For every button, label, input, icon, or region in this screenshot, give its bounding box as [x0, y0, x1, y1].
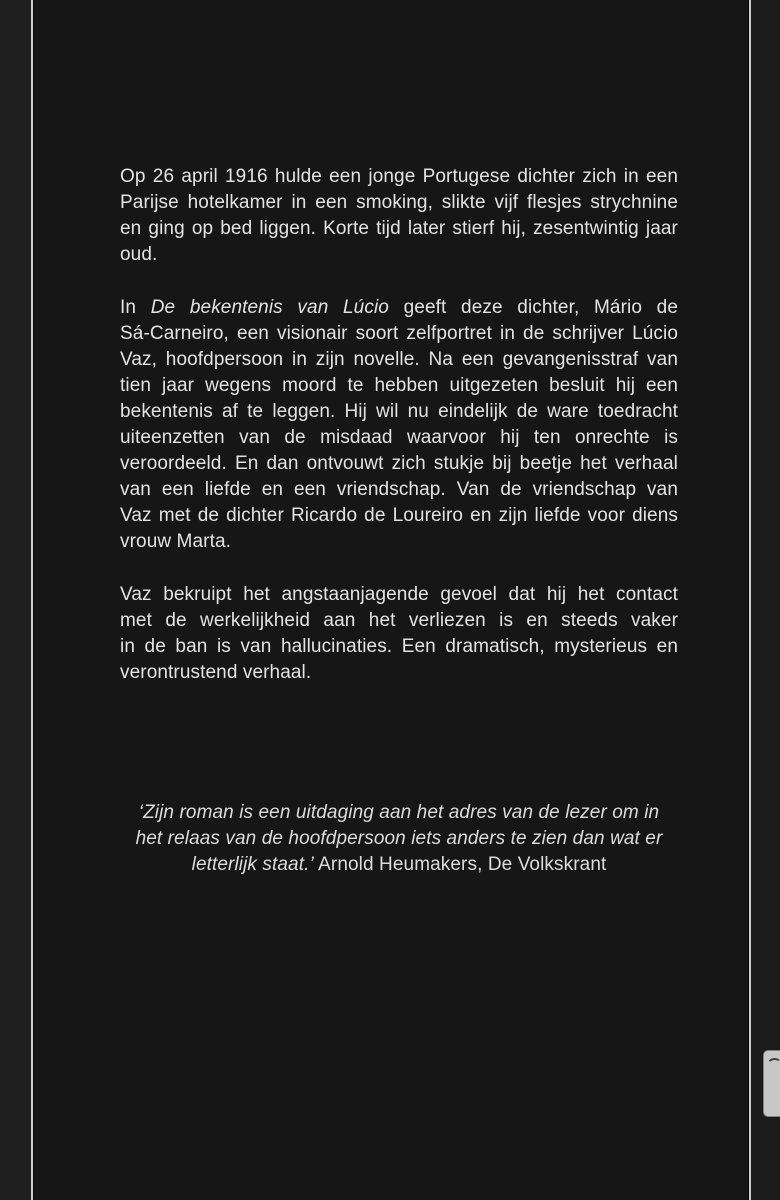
text-line: Parijse hotelkamer in een smoking, slikte vijf flesjes strychnine	[120, 192, 678, 213]
text-line: oud.	[120, 244, 158, 265]
text-line: tien jaar wegens moord te hebben uitgezeten besluit hij een	[120, 375, 678, 396]
text-line: Vaz, hoofdpersoon in zijn novelle. Na een gevangenisstraf van	[120, 349, 678, 370]
text-line: In De bekentenis van Lúcio geeft deze dichter, Mário de	[120, 297, 679, 318]
text-line: Op 26 april 1916 hulde een jonge Portugese dichter zich in een	[120, 166, 678, 187]
scrollbar-thumb[interactable]	[763, 1050, 780, 1117]
text-line: Vaz bekruipt het angstaanjagende gevoel dat hij het contact	[120, 584, 678, 605]
text-line: Sá-Carneiro, een visionair soort zelfportret in de schrijver Lúcio	[120, 323, 678, 344]
text-line: uiteenzetten van de misdaad waarvoor hij ten onrechte is	[120, 427, 678, 448]
text-line: en ging op bed liggen. Korte tijd later stierf hij, zesentwintig jaar	[120, 218, 678, 239]
text-line: Vaz met de dichter Ricardo de Loureiro en zijn liefde voor diens	[120, 505, 678, 526]
text-line: van een liefde en een vriendschap. Van de vriendschap van	[120, 479, 678, 500]
blurb-paragraph-2	[120, 295, 678, 555]
text-line: ‘Zijn roman is een uitdaging aan het adres van de lezer om in	[138, 802, 660, 823]
blurb-paragraph-1	[120, 164, 678, 268]
page-edge-line-left	[31, 0, 33, 1200]
review-quote	[120, 800, 678, 878]
left-page-gutter	[0, 0, 31, 1200]
text-line: het relaas van de hoofdpersoon iets anders te zien dan wat er	[135, 828, 663, 849]
page-edge-line-right	[749, 0, 751, 1200]
right-page-gutter	[751, 0, 780, 1200]
text-line: veroordeeld. En dan ontvouwt zich stukje bij beetje het verhaal	[120, 453, 678, 474]
text-line: in de ban is van hallucinaties. Een dramatisch, mysterieus en	[120, 636, 678, 657]
text-line: bekentenis af te leggen. Hij wil nu eindelijk de ware toedracht	[120, 401, 678, 422]
text-line: verontrustend verhaal.	[120, 662, 312, 683]
blurb-paragraph-3	[120, 582, 678, 686]
text-line: letterlijk staat.’ Arnold Heumakers, De Volkskrant	[191, 854, 607, 875]
back-cover-text	[120, 164, 678, 878]
text-line: vrouw Marta.	[120, 531, 232, 552]
text-line: met de werkelijkheid aan het verliezen is en steeds vaker	[120, 610, 678, 631]
page-curl-icon	[767, 1057, 780, 1071]
